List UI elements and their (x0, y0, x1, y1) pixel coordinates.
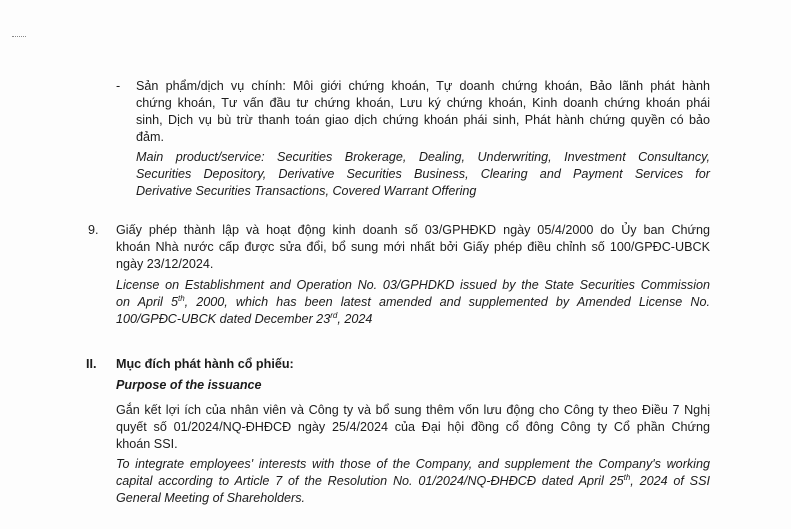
text-line: Securities Depository, Derivative Securities Business, Clearing and Payment Services for (136, 167, 710, 181)
text-line: đảm. (136, 130, 164, 144)
text-line: General Meeting of Shareholders. (116, 491, 306, 505)
main-products-en (136, 149, 710, 200)
text-line: Gắn kết lợi ích của nhân viên và Công ty và bổ sung thêm vốn lưu động cho Công ty theo Điều 7 Nghị (116, 403, 710, 417)
section-number: II. (86, 357, 97, 371)
main-products-vi (136, 78, 710, 146)
item-number: 9. (88, 223, 99, 237)
purpose-vi (116, 402, 710, 453)
text-line: sinh, Dịch vụ bù trừ thanh toán giao dịch chứng khoán phái sinh, Phát hành chứng quyền có bảo (136, 113, 710, 127)
text-line: khoán SSI. (116, 437, 178, 451)
text-line: ngày 23/12/2024. (116, 257, 214, 271)
text-line: quyết số 01/2024/NQ-ĐHĐCĐ ngày 25/4/2024 của Đại hội đồng cổ đông Công ty Cổ phần Chứng (116, 420, 710, 434)
section-heading-vi: Mục đích phát hành cổ phiếu: (116, 357, 294, 371)
text-line: capital according to Article 7 of the Resolution No. 01/2024/NQ-ĐHĐCĐ dated April 25th, 2024 of SSI (116, 472, 710, 488)
license-vi (116, 222, 710, 273)
text-line: khoán Nhà nước cấp được sửa đổi, bổ sung mới nhất bởi Giấy phép điều chỉnh số 100/GPĐC-UBCK (116, 240, 710, 254)
scan-artifact (12, 36, 26, 39)
purpose-en (116, 456, 710, 507)
section-heading-en: Purpose of the issuance (116, 378, 262, 392)
text-line: chứng khoán, Tư vấn đầu tư chứng khoán, Lưu ký chứng khoán, Kinh doanh chứng khoán phái (136, 96, 710, 110)
bullet-dash: - (116, 79, 121, 93)
text-line: on April 5th, 2000, which has been latest amended and supplemented by Amended License No. (116, 293, 710, 309)
text-line: Giấy phép thành lập và hoạt động kinh doanh số 03/GPHĐKD ngày 05/4/2000 do Ủy ban Chứng (116, 223, 710, 237)
text-line: Sản phẩm/dịch vụ chính: Môi giới chứng khoán, Tự doanh chứng khoán, Bảo lãnh phát hành (136, 79, 710, 93)
text-line: 100/GPĐC-UBCK dated December 23rd, 2024 (116, 310, 373, 326)
license-en (116, 277, 710, 328)
text-line: Main product/service: Securities Brokerage, Dealing, Underwriting, Investment Consultancy, (136, 150, 710, 164)
text-line: License on Establishment and Operation No. 03/GPHDKD issued by the State Securities Commission (116, 278, 710, 292)
text-line: To integrate employees' interests with those of the Company, and supplement the Company's working (116, 457, 710, 471)
text-line: Derivative Securities Transactions, Covered Warrant Offering (136, 184, 477, 198)
